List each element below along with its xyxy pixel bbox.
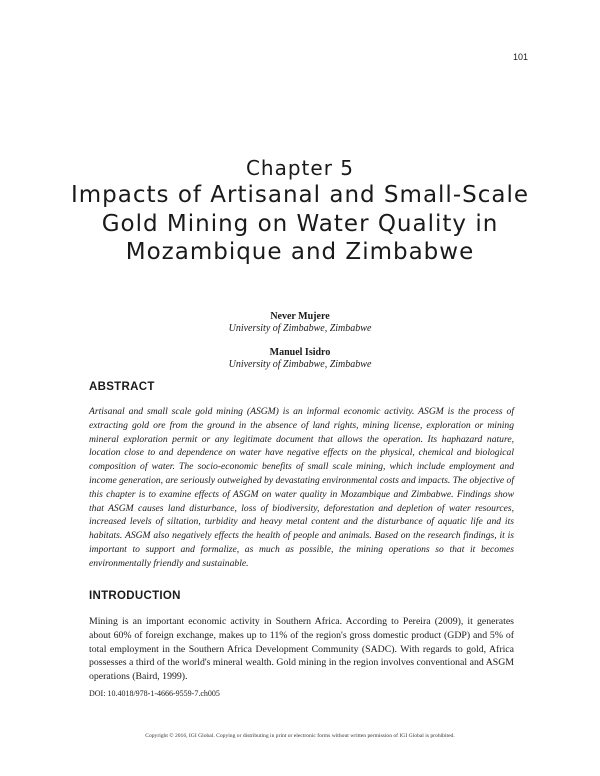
author-affiliation: University of Zimbabwe, Zimbabwe xyxy=(228,323,372,334)
author-affiliation: University of Zimbabwe, Zimbabwe xyxy=(228,359,372,370)
introduction-text: Mining is an important economic activity in Southern Africa. According to Pereira (2009), it generates about 60% of foreign exchange, makes up to 11% of the region's gross domestic product (GDP) and 5% of total employment in the Southern Africa Development Community (SADC). With regards to gold, Africa possesses a third of the world's mineral wealth. Gold mining in the region involves conventional and ASGM operations (Baird, 1999). xyxy=(89,616,514,683)
copyright-notice: Copyright © 2016, IGI Global. Copying or distributing in print or electronic forms without written permission of IGI Global is prohibited. xyxy=(145,733,455,739)
doi: DOI: 10.4018/978-1-4666-9559-7.ch005 xyxy=(89,689,220,698)
author-block xyxy=(0,347,600,371)
introduction-heading: INTRODUCTION xyxy=(89,590,181,602)
chapter-title: Impacts of Artisanal and Small-Scale Gold Mining on Water Quality in Mozambique and Zimbabwe xyxy=(70,182,529,265)
abstract-heading: ABSTRACT xyxy=(89,381,155,393)
author-block xyxy=(0,311,600,335)
author-name: Never Mujere xyxy=(270,311,330,322)
author-name: Manuel Isidro xyxy=(269,347,331,358)
chapter-label: Chapter 5 xyxy=(245,156,355,180)
abstract-text: Artisanal and small scale gold mining (ASGM) is an informal economic activity. ASGM is the process of extracting gold ore from the ground in the absence of land rights, mining license, exploration or mining mineral exploration permit or any legitimate document that allows the operation. Its haphazard nature, location close to and dependence on water have negative effects on the physical, chemical and biological composition of water. The socio-economic benefits of small scale mining, which include employment and income generation, are seriously outweighed by devastating environmental costs and impacts. The objective of this chapter is to examine effects of ASGM on water quality in Mozambique and Zimbabwe. Findings show that ASGM causes land disturbance, loss of biodiversity, deforestation and depletion of water resources, increased levels of siltation, turbidity and heavy metal content and the disturbance of aquatic life and its habitats. ASGM also negatively effects the health of people and animals. Based on the research findings, it is important to support and formalize, as much as possible, the mining operations so that it becomes environmentally friendly and sustainable. xyxy=(89,406,514,569)
page-number: 101 xyxy=(512,52,528,62)
